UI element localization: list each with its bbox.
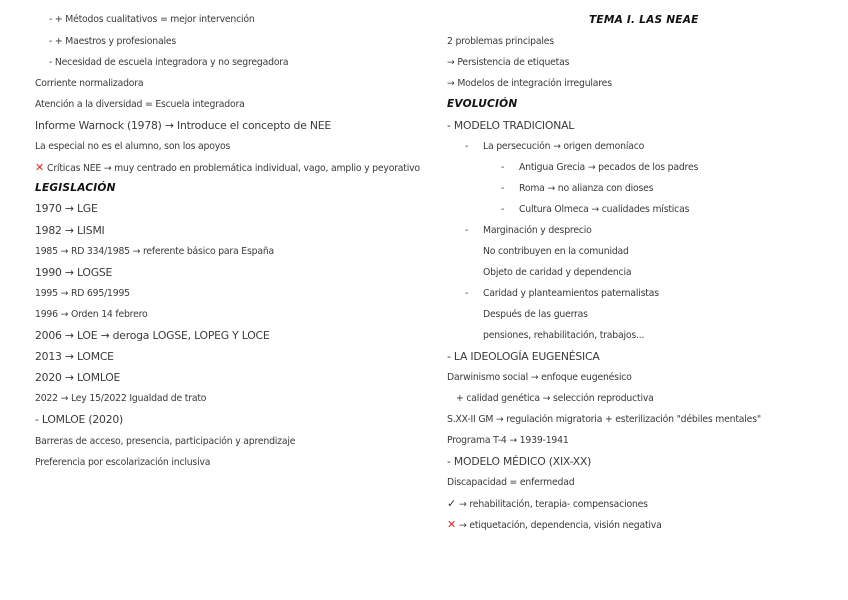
law-item: 2013 → LOMCE: [35, 350, 114, 363]
note-line: pensiones, rehabilitación, trabajos...: [483, 330, 645, 341]
note-line: Discapacidad = enfermedad: [447, 477, 575, 488]
note-line: - Necesidad de escuela integradora y no segregadora: [49, 57, 289, 68]
subsection-modelo-medico: - MODELO MÉDICO (XIX-XX): [447, 455, 592, 468]
subsection-modelo-tradicional: - MODELO TRADICIONAL: [447, 119, 575, 132]
bullet-text: Marginación y desprecio: [483, 225, 592, 236]
law-item: 1985 → RD 334/1985 → referente básico para España: [35, 246, 275, 257]
subsection-lomloe: - LOMLOE (2020): [35, 413, 124, 426]
note-line: 2 problemas principales: [447, 36, 554, 47]
law-item: 1982 → LISMI: [35, 224, 105, 237]
law-item: 1990 → LOGSE: [35, 266, 113, 279]
law-item: 2006 → LOE → deroga LOGSE, LOPEG Y LOCE: [35, 329, 270, 342]
bullet-item: - Marginación y desprecio: [465, 225, 592, 236]
note-text: → rehabilitación, terapia- compensaciones: [459, 499, 648, 510]
note-line: No contribuyen en la comunidad: [483, 246, 629, 257]
note-line-with-icon: [447, 498, 648, 511]
bullet-text: Caridad y planteamientos paternalistas: [483, 288, 659, 299]
note-line: Corriente normalizadora: [35, 78, 144, 89]
note-line: Atención a la diversidad = Escuela integradora: [35, 99, 245, 110]
note-line: S.XX-II GM → regulación migratoria + esterilización "débiles mentales": [447, 414, 761, 425]
note-line: Barreras de acceso, presencia, participación y aprendizaje: [35, 436, 296, 447]
note-line: - + Métodos cualitativos = mejor intervención: [49, 14, 255, 25]
cross-mark-icon: ✕: [447, 518, 457, 531]
bullet-item: - Caridad y planteamientos paternalistas: [465, 288, 659, 299]
law-item: 1970 → LGE: [35, 202, 98, 215]
section-heading-legislacion: LEGISLACIÓN: [35, 182, 116, 194]
bullet-text: La persecución → origen demoníaco: [483, 141, 645, 152]
document-title: TEMA I. LAS NEAE: [589, 14, 699, 26]
bullet-text: Antigua Grecia → pecados de los padres: [519, 162, 699, 173]
note-line: → Persistencia de etiquetas: [447, 57, 570, 68]
bullet-item: - La persecución → origen demoníaco: [465, 141, 645, 152]
note-line: Objeto de caridad y dependencia: [483, 267, 632, 278]
note-line: Después de las guerras: [483, 309, 588, 320]
check-mark-icon: ✓: [447, 497, 457, 510]
note-line: + calidad genética → selección reproductiva: [456, 393, 654, 404]
note-line-with-icon: [447, 519, 662, 532]
note-line: Preferencia por escolarización inclusiva: [35, 457, 211, 468]
section-heading-evolucion: EVOLUCIÓN: [447, 98, 518, 110]
cross-mark-icon: ✕: [35, 161, 45, 174]
note-line: La especial no es el alumno, son los apoyos: [35, 141, 231, 152]
note-line: Darwinismo social → enfoque eugenésico: [447, 372, 632, 383]
sub-bullet-item: - Roma → no alianza con dioses: [501, 183, 654, 194]
note-line: Informe Warnock (1978) → Introduce el concepto de NEE: [35, 119, 331, 132]
note-text: → etiquetación, dependencia, visión negativa: [459, 520, 662, 531]
note-line: → Modelos de integración irregulares: [447, 78, 612, 89]
subsection-ideologia-eugenesica: - LA IDEOLOGÍA EUGENÉSICA: [447, 350, 600, 363]
law-item: 1995 → RD 695/1995: [35, 288, 130, 299]
sub-bullet-item: - Antigua Grecia → pecados de los padres: [501, 162, 699, 173]
note-line: Programa T-4 → 1939-1941: [447, 435, 569, 446]
law-item: 1996 → Orden 14 febrero: [35, 309, 148, 320]
note-line: - + Maestros y profesionales: [49, 36, 176, 47]
law-item: 2020 → LOMLOE: [35, 371, 121, 384]
note-text: Críticas NEE → muy centrado en problemática individual, vago, amplio y peyorativo: [47, 163, 420, 174]
bullet-text: Roma → no alianza con dioses: [519, 183, 654, 194]
note-line-with-icon: [35, 162, 420, 175]
sub-bullet-item: - Cultura Olmeca → cualidades místicas: [501, 204, 690, 215]
bullet-text: Cultura Olmeca → cualidades místicas: [519, 204, 690, 215]
law-item: 2022 → Ley 15/2022 Igualdad de trato: [35, 393, 207, 404]
